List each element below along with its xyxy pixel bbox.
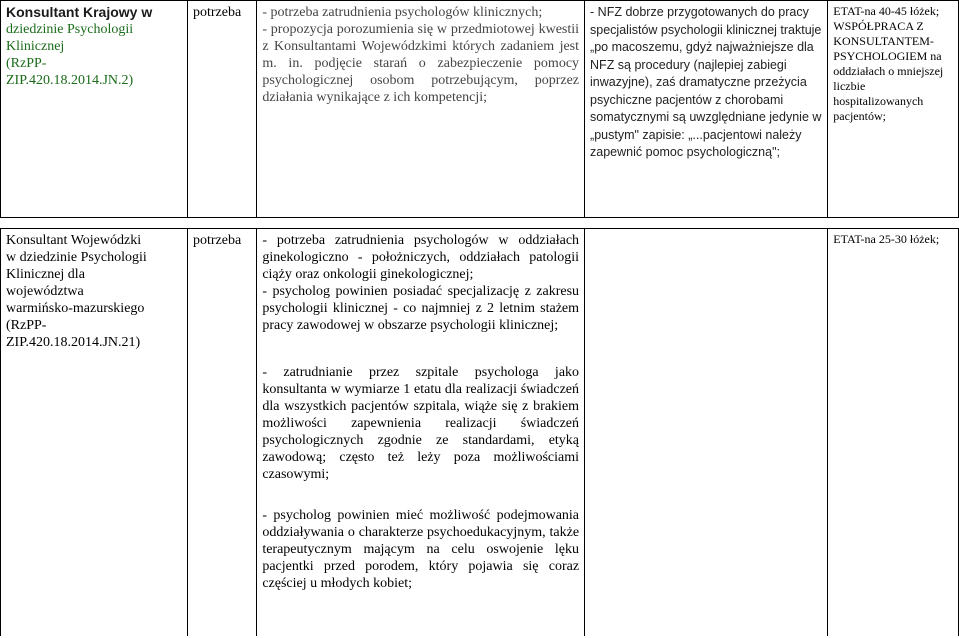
table-row [1,1,959,218]
etat-text: ETAT-na 25-30 łóżek; [833,232,940,246]
need-item: - potrzeba zatrudnienia psychologów klinicznych; [262,5,543,20]
needs-cell [257,1,585,218]
consultant-name-line: Konsultant Krajowy w [6,4,153,20]
need-item: - potrzeba zatrudnienia psychologów w oddziałach ginekologiczno - położniczych, oddziałach patologii ciąży oraz onkologii ginekologicznej; [262,233,580,282]
consultant-name-line: warmińsko-mazurskiego [6,301,145,316]
category-label: potrzeba [192,5,242,20]
reference-code: (RzPP- [6,56,47,71]
consultant-name-line: Konsultant Wojewódzki [6,233,142,248]
consultant-name-line: Klinicznej dla [6,267,85,282]
reference-code: ZIP.420.18.2014.JN.2) [6,73,134,88]
consultant-name-line: województwa [6,284,84,299]
category-label: potrzeba [192,233,242,248]
need-item: - psycholog powinien mieć możliwość podejmowania oddziaływania o charakterze psychoedukacyjnym, także terapeutycznym mającym na celu oswojenie lęku pacjentki przed porodem, który pojawia się coraz częściej u młodych kobiet; [262,508,580,591]
consultant-name-line: w dziedzinie Psychologii [6,250,147,265]
consultant-name-line: Klinicznej [6,39,65,54]
consultant-name-cell [1,229,188,637]
need-item: - psycholog powinien posiadać specjalizację z zakresu psychologii klinicznej - co najmniej z 2 letnim stażem pracy zawodowej w obszarze psychologii klinicznej; [262,284,580,333]
need-item: - zatrudnianie przez szpitale psychologa jako konsultanta w wymiarze 1 etatu dla realizacji świadczeń dla wszystkich pacjentów szpitala, wiąże się z brakiem możliwości zapewnienia realizacji świadczeń psychologicznych zgodnie ze standardami, etyką zawodową; często też leży poza możliwościami czasowymi; [262,365,580,482]
table-row-1 [0,0,959,218]
etat-cell [828,1,959,218]
category-cell [187,1,256,218]
needs-cell [257,229,585,637]
etat-text: ETAT-na 40-45 łóżek; [833,4,940,18]
etat-cell [828,229,959,637]
table-row-2 [0,228,959,636]
reference-code: (RzPP- [6,318,47,333]
category-cell [187,229,256,637]
table-row [1,229,959,637]
reference-code: ZIP.420.18.2014.JN.21) [6,335,141,350]
comment-text: - NFZ dobrze przygotowanych do pracy specjalistów psychologii klinicznej traktuje „po macoszemu, gdyż najważniejsze dla NFZ są procedury (najlepiej zabiegi inwazyjne), zaś dramatyczne przeżycia psychiczne pacjentów z chorobami somatycznymi są uwzględniane jedynie w „pustym" zapisie: „...pacjentowi należy zapewnić pomoc psychologiczną"; [590,5,822,159]
need-item: - propozycja porozumienia się w przedmiotowej kwestii z Konsultantami Wojewódzkimi których zadaniem jest m. in. podjęcie starań o zabezpieczenie pomocy psychologicznej osobom potrzebującym, poprzez działania wynikające z ich kompetencji; [262,22,580,105]
comment-cell [585,229,828,637]
consultant-name-cell [1,1,188,218]
cooperation-text: WSPÓŁPRACA Z KONSULTANTEM-PSYCHOLOGIEM na oddziałach o mniejszej liczbie hospitalizowanych pacjentów; [833,19,944,123]
comment-cell [585,1,828,218]
consultant-name-line: dziedzinie Psychologii [6,22,134,37]
